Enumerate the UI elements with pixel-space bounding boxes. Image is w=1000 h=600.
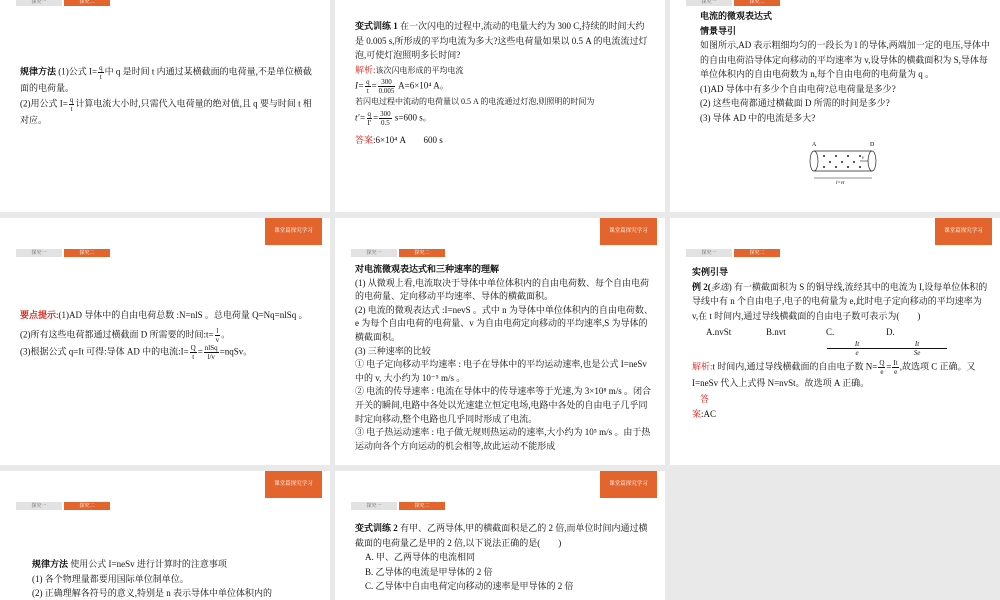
section-heading: 对电流微观表达式和三种速率的理解 <box>355 264 500 274</box>
section-badge: 课堂篇探究学习 <box>600 218 657 245</box>
tab-explore-2[interactable]: 探究二 <box>64 249 110 257</box>
section-badge: 课堂篇探究学习 <box>935 218 992 245</box>
question-1: (1)AD 导体中有多少个自由电荷?总电荷量是多少? <box>700 83 896 94</box>
answer-label: 答 <box>700 394 710 404</box>
slide-1 <box>0 0 330 212</box>
example-analysis: 解析:t 时间内,通过导线横截面的自由电子数 N= $\frac{Q}{e}$ = $\frac{It}{e}$ ,故选项 C 正确。又 I=neSv 代入上式得 N=nvSt。故选项 A 正确。 <box>692 358 976 388</box>
equation-1: I= $\frac{q}{t}$ = $\frac{300}{0.005}$ A=6×10⁴ A。 <box>355 78 449 95</box>
section-badge: 课堂篇探究学习 <box>265 218 322 245</box>
figure-label-a: A <box>812 142 817 148</box>
point-3: (3) 三种速率的比较 <box>355 345 431 356</box>
slide-tabs <box>16 502 110 510</box>
example-options <box>692 325 990 357</box>
section-heading: 实例引导 <box>692 267 729 277</box>
section-badge: 课堂篇探究学习 <box>600 471 657 498</box>
exercise-title: 变式训练 2 <box>355 523 398 533</box>
analysis-label: 解析: <box>692 361 713 372</box>
option-d[interactable]: D. $\frac{It}{Se}$ <box>886 325 946 357</box>
slide-tabs <box>351 249 445 257</box>
hint-paragraph-3: (3)根据公式 q=It 可得:导体 AD 中的电流:I= $\frac{Q}{t}$ = $\frac{\text{nlSq}}{l/v}$ =nqSv。 <box>20 343 253 361</box>
equation-2: t'= $\frac{q}{I'}$ = $\frac{300}{0.5}$ s=600 s。 <box>355 109 432 127</box>
analysis-line: 解析:该次闪电形成的平均电流 <box>355 64 464 75</box>
rule-heading: 规律方法 <box>20 66 57 77</box>
multi-select-tag: 多选 <box>710 281 729 292</box>
slide-7 <box>0 471 330 600</box>
tab-explore-1[interactable]: 探究一 <box>351 249 397 257</box>
slide-tabs <box>686 0 780 6</box>
slide-4 <box>0 218 330 465</box>
rule-heading: 规律方法 <box>32 559 69 569</box>
rule-point-1: (1) 各个物理量都要用国际单位制单位。 <box>32 573 189 584</box>
tab-explore-1[interactable]: 探究一 <box>16 0 62 6</box>
option-a[interactable]: A.nvSt <box>706 327 732 337</box>
slide-tabs <box>16 0 110 6</box>
option-a[interactable]: A. 甲、乙两导体的电流相同 <box>365 552 476 562</box>
fraction: $\frac{q}{t}$ <box>69 95 74 113</box>
exercise-question: 变式训练 2 有甲、乙两导体,甲的横截面积是乙的 2 倍,而单位时间内通过横截面的电荷量乙是甲的 2 倍,以下说法正确的是( ) <box>355 523 648 548</box>
option-b[interactable]: B.nvt <box>766 327 786 337</box>
slide-1-body <box>20 64 315 127</box>
rule-intro: 规律方法 使用公式 I=neSv 进行计算时的注意事项 <box>32 559 227 569</box>
slide-tabs <box>351 502 445 510</box>
point-3-1: ① 电子定向移动平均速率 : 电子在导体中的平均运动速率,也是公式 I=neSv 中的 v, 大小约为 10⁻⁵ m/s 。 <box>355 359 647 383</box>
section-heading: 电流的微观表达式 <box>700 11 773 21</box>
intro-paragraph: 如图所示,AD 表示粗细均匀的一段长为 l 的导体,两端加一定的电压,导体中的自由电荷沿导体定向移动的平均速率为 v,设导体的横截面积为 S,导体每单位体积内的自由电荷数为 n,每个自由电荷的电荷量为 q 。 <box>700 40 991 79</box>
slide-7-body <box>32 557 317 600</box>
slide-5 <box>335 218 665 465</box>
slide-6-body <box>692 265 990 421</box>
section-subheading: 情景导引 <box>700 25 737 36</box>
slide-2 <box>335 0 665 212</box>
point-3-2: ② 电流的传导速率 : 电流在导体中的传导速率等于光速,为 3×10⁸ m/s 。闭合开关的瞬间,电路中各处以光速建立恒定电场,电路中各处的自由电子几乎同时定向移动,整个电路也几乎同时形成了电流。 <box>355 386 651 424</box>
tab-explore-1[interactable]: 探究一 <box>351 502 397 510</box>
slide-tabs <box>16 249 110 257</box>
hint-paragraph-1: 要点提示:(1)AD 导体中的自由电荷总数 :N=nlS 。总电荷量 Q=Nq=nlSq 。 <box>20 310 308 320</box>
slide-tabs <box>686 249 780 257</box>
tab-explore-2[interactable]: 探究二 <box>734 0 780 6</box>
exercise-title: 变式训练 1 <box>355 21 398 31</box>
tab-explore-2[interactable]: 探究二 <box>399 502 445 510</box>
tab-explore-2[interactable]: 探究二 <box>399 249 445 257</box>
cross-section-a <box>810 151 818 171</box>
length-label: l=vt <box>836 181 845 186</box>
analysis-label: 解析: <box>355 64 376 75</box>
slide-4-body <box>20 308 315 361</box>
tab-explore-2[interactable]: 探究二 <box>64 502 110 510</box>
tab-explore-2[interactable]: 探究二 <box>734 249 780 257</box>
answer-line: 案:AC <box>692 408 717 419</box>
example-question: 例 2(多选) 有一横截面积为 S 的铜导线,流经其中的电流为 I,设每单位体积的导线中有 n 个自由电子,电子的电荷量为 e,此时电子定向移动的平均速率为 v,在 t 时间内,通过导线横截面的自由电子数可表示为( ) <box>692 281 988 321</box>
slide-2-body <box>355 19 653 147</box>
section-badge: 课堂篇探究学习 <box>265 471 322 498</box>
rule-paragraph-1: 规律方法 (1)公式 I= $\frac{q}{t}$ 中 q 是时间 t 内通过某横截面的电荷量,不是单位横截面的电荷量。 <box>20 64 312 93</box>
slide-8 <box>335 471 665 600</box>
rule-paragraph-2: (2)用公式 I= $\frac{q}{t}$ 计算电流大小时,只需代入电荷量的绝对值,且 q 要与时间 t 相对应。 <box>20 95 312 125</box>
slide-3 <box>670 0 1000 212</box>
question-3: (3) 导体 AD 中的电流是多大? <box>700 112 816 123</box>
tab-explore-1[interactable]: 探究一 <box>16 249 62 257</box>
fraction: $\frac{q}{t}$ <box>99 64 103 81</box>
point-2: (2) 电流的微观表达式 :I=nevS 。式中 n 为导体中单位体积内的自由电荷数、e 为每个自由电荷的电荷量、v 为自由电荷定向移动的平均速率,S 为导体的横截面积。 <box>355 304 653 342</box>
cross-section-d <box>868 151 876 171</box>
hint-label: 要点提示 <box>20 310 57 320</box>
velocity-label: v <box>862 156 865 161</box>
answer-line: 答案:6×10⁴ A 600 s <box>355 134 443 145</box>
option-c[interactable]: C. $\frac{It}{e}$ <box>826 325 886 357</box>
tab-explore-1[interactable]: 探究一 <box>686 0 732 6</box>
tab-explore-2[interactable]: 探究二 <box>64 0 110 6</box>
exercise-question: 变式训练 1 在一次闪电的过程中,流动的电量大约为 300 C,持续的时间大约是 0.005 s,所形成的平均电流为多大?这些电荷量如果以 0.5 A 的电流流过灯泡,可使灯泡照明多长时间? <box>355 21 648 60</box>
tab-explore-1[interactable]: 探究一 <box>686 249 732 257</box>
option-b[interactable]: B. 乙导体的电流是甲导体的 2 倍 <box>365 566 493 577</box>
analysis-line-2: 若闪电过程中流动的电荷量以 0.5 A 的电流通过灯泡,则照明的时间为 <box>355 97 595 106</box>
slide-6 <box>670 218 1000 465</box>
option-c[interactable]: C. 乙导体中自由电荷定向移动的速率是甲导体的 2 倍 <box>365 581 574 591</box>
charge-dots <box>823 155 861 168</box>
point-3-3: ③ 电子热运动速率 : 电子做无规则热运动的速率,大小约为 10⁵ m/s 。由于热运动向各个方向运动的机会相等,故此运动不能形成 <box>355 427 651 451</box>
rule-point-2: (2) 正确理解各符号的意义,特别是 n 表示导体中单位体积内的 <box>32 588 272 598</box>
slide-5-body <box>355 263 653 453</box>
slide-8-body <box>355 521 653 594</box>
tab-explore-1[interactable]: 探究一 <box>16 502 62 510</box>
conductor-figure <box>804 138 884 186</box>
slide-3-body <box>700 9 990 125</box>
figure-label-d: D <box>870 142 875 148</box>
question-2: (2) 这些电荷都通过横截面 D 所需的时间是多少? <box>700 98 890 108</box>
hint-paragraph-2: (2)所有这些电荷都通过横截面 D 所需要的时间:t= $\frac{l}{v}$ 。 <box>20 326 231 344</box>
answer-label: 答案 <box>355 134 374 145</box>
point-1: (1) 从微观上看,电流取决于导体中单位体积内的自由电荷数、每个自由电荷的电荷量、定向移动平均速率、导体的横截面积。 <box>355 277 649 302</box>
